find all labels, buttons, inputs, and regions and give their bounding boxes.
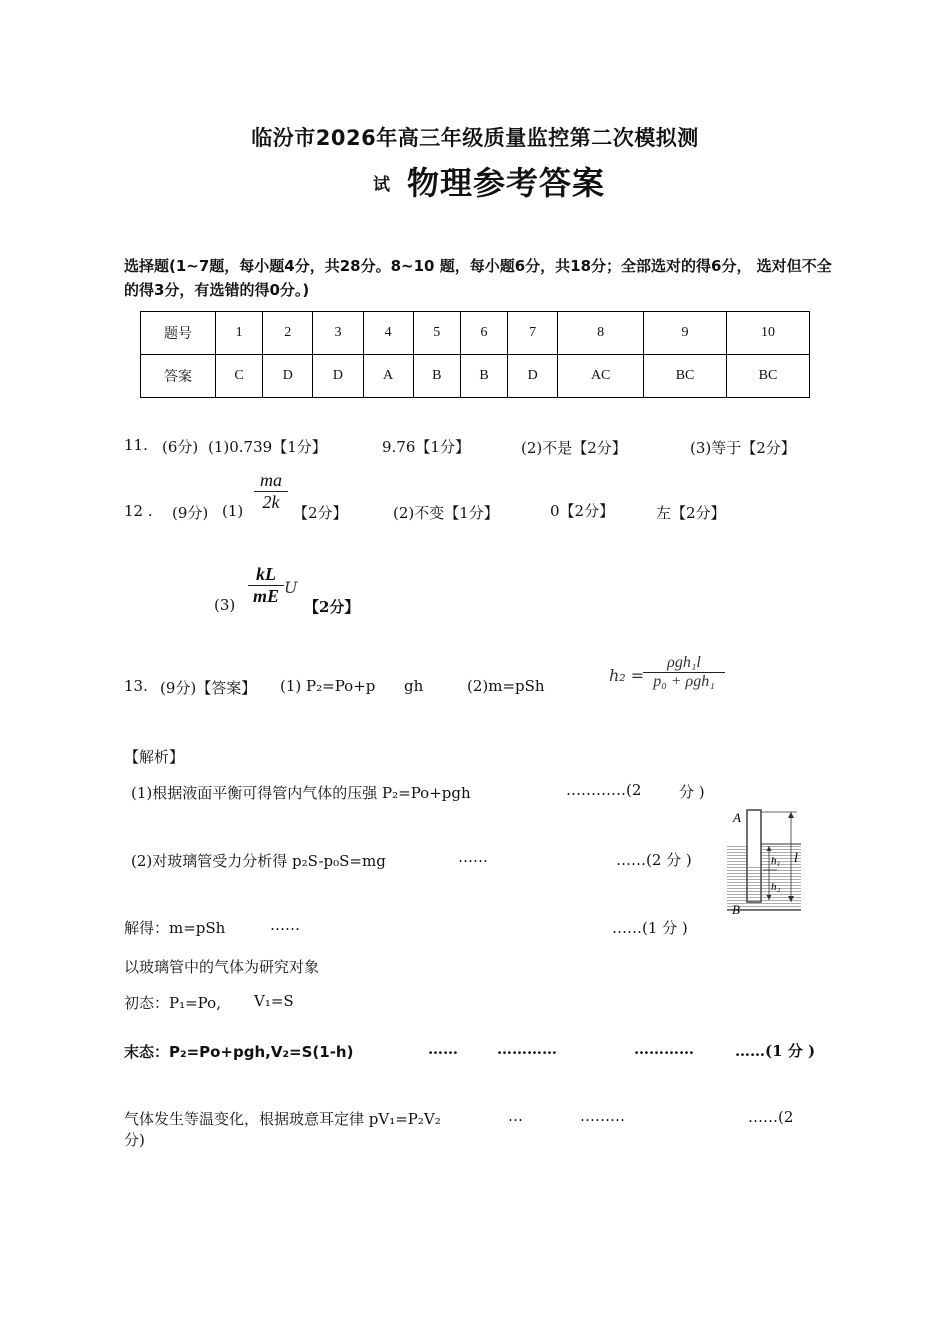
analysis-line-3: 解得：m=pSh xyxy=(124,919,226,937)
table-cell: AC xyxy=(558,355,644,398)
formula-h2-lhs: h₂ = xyxy=(609,666,645,685)
table-cell: B xyxy=(413,355,460,398)
table-cell: BC xyxy=(644,355,727,398)
analysis-line-2-dots: …… xyxy=(458,848,488,866)
analysis-line-6-dots-3: ………… xyxy=(634,1040,694,1058)
table-cell: 5 xyxy=(413,312,460,355)
analysis-line-1-dots: …………(2 xyxy=(566,781,642,799)
analysis-line-7-end: 分) xyxy=(124,1131,145,1149)
q12-part2: (2)不变【1分】 xyxy=(393,504,499,522)
fraction-denominator: 2k xyxy=(262,492,280,512)
analysis-line-7-dots-3: ……(2 xyxy=(748,1108,794,1126)
q12-label: 12 . xyxy=(124,502,153,520)
analysis-line-7-dots-2: ……… xyxy=(580,1107,625,1125)
fraction-numerator: ma xyxy=(260,470,282,490)
analysis-line-6-dots-1: …… xyxy=(428,1040,458,1058)
table-cell: 3 xyxy=(313,312,363,355)
row-head-number: 题号 xyxy=(141,312,216,355)
formula-kL-over-mE xyxy=(248,564,284,607)
q13-part2: (2)m=pSh xyxy=(467,677,545,695)
table-cell: BC xyxy=(727,355,810,398)
q12-part1-label: (1) xyxy=(222,502,244,520)
analysis-line-2: (2)对玻璃管受力分析得 p₂S-p₀S=mg xyxy=(131,852,386,870)
analysis-line-6-score: ……(1 分 ) xyxy=(735,1042,816,1060)
fraction-numerator: ρgh₁l xyxy=(667,654,701,671)
fraction-denominator: p₀ + ρgh₁ xyxy=(653,673,715,690)
analysis-line-5: 初态：P₁=Po, xyxy=(124,994,221,1012)
table-cell: B xyxy=(460,355,507,398)
q11-part4: (3)等于【2分】 xyxy=(690,439,796,457)
table-cell: 4 xyxy=(363,312,413,355)
q12-part4: 左【2分】 xyxy=(656,504,726,522)
title-suffix: 试 xyxy=(373,175,390,195)
q12-part5-label: (3) xyxy=(214,596,236,614)
table-cell: 6 xyxy=(460,312,507,355)
analysis-line-5b: V₁=S xyxy=(254,992,294,1010)
analysis-line-7-dots-1: … xyxy=(508,1107,523,1125)
table-row xyxy=(141,355,810,398)
q12-part3: 0【2分】 xyxy=(550,502,615,520)
analysis-line-6-dots-2: ………… xyxy=(497,1040,557,1058)
tube-liquid xyxy=(748,866,760,901)
label-h1: h₁ xyxy=(771,855,781,867)
q12-part1-score: 【2分】 xyxy=(293,504,348,522)
q12-score: (9分) xyxy=(172,504,209,522)
liquid-region xyxy=(727,844,801,910)
analysis-line-4: 以玻璃管中的气体为研究对象 xyxy=(124,958,320,976)
table-cell: C xyxy=(216,355,263,398)
q13-part1b: gh xyxy=(404,677,424,695)
q13-score: (9分)【答案】 xyxy=(160,679,257,697)
analysis-line-3-score: ……(1 分 ) xyxy=(612,919,688,937)
label-A: A xyxy=(733,810,741,825)
label-B: B xyxy=(732,902,740,917)
analysis-heading: 【解析】 xyxy=(124,748,185,766)
analysis-line-1: (1)根据液面平衡可得管内气体的压强 P₂=Po+pgh xyxy=(131,784,471,802)
formula-ma-over-2k xyxy=(254,470,288,513)
table-row xyxy=(141,312,810,355)
analysis-line-3-dots: …… xyxy=(270,916,300,934)
table-cell: 9 xyxy=(644,312,727,355)
answer-table xyxy=(140,311,810,398)
table-cell: D xyxy=(508,355,558,398)
analysis-line-2-score: ……(2 分 ) xyxy=(616,851,692,869)
analysis-line-1-score: 分 ) xyxy=(679,783,705,801)
page-title: 临汾市2026年高三年级质量监控第二次模拟测 xyxy=(251,126,699,150)
q13-label: 13. xyxy=(124,677,148,695)
table-cell: D xyxy=(313,355,363,398)
table-cell: 1 xyxy=(216,312,263,355)
q12-part5-score: 【2分】 xyxy=(304,598,360,616)
table-cell: D xyxy=(263,355,313,398)
label-l: l xyxy=(794,851,798,866)
glass-tube-diagram xyxy=(727,806,805,918)
analysis-line-6: 末态：P₂=Po+pgh,V₂=S(1-h) xyxy=(124,1043,354,1061)
formula-h2-fraction xyxy=(643,654,725,691)
table-cell: 7 xyxy=(508,312,558,355)
q11-part2: 9.76【1分】 xyxy=(382,438,470,456)
subject-title: 物理参考答案 xyxy=(407,164,606,202)
label-h2: h₂ xyxy=(771,881,781,893)
row-head-answer: 答案 xyxy=(141,355,216,398)
fraction-denominator: mE xyxy=(252,586,279,606)
table-cell: 2 xyxy=(263,312,313,355)
q11-label: 11. xyxy=(124,436,148,454)
analysis-line-7: 气体发生等温变化，根据玻意耳定律 pV₁=P₂V₂ xyxy=(124,1110,441,1128)
choice-instructions: 选择题(1~7题，每小题4分，共28分。8~10 题，每小题6分，共18分；全部选对的得6分， 选对但不全的得3分，有选错的得0分。) xyxy=(124,257,832,299)
q11-score: (6分) xyxy=(162,438,199,456)
fraction-numerator: kL xyxy=(256,564,276,584)
table-cell: 10 xyxy=(727,312,810,355)
table-cell: A xyxy=(363,355,413,398)
q13-part1: (1) P₂=Po+p xyxy=(280,677,376,695)
table-cell: 8 xyxy=(558,312,644,355)
q11-part1: (1)0.739【1分】 xyxy=(208,438,327,456)
q11-part3: (2)不是【2分】 xyxy=(521,439,627,457)
arrow-up-icon xyxy=(788,812,794,818)
formula-U: U xyxy=(284,578,298,597)
